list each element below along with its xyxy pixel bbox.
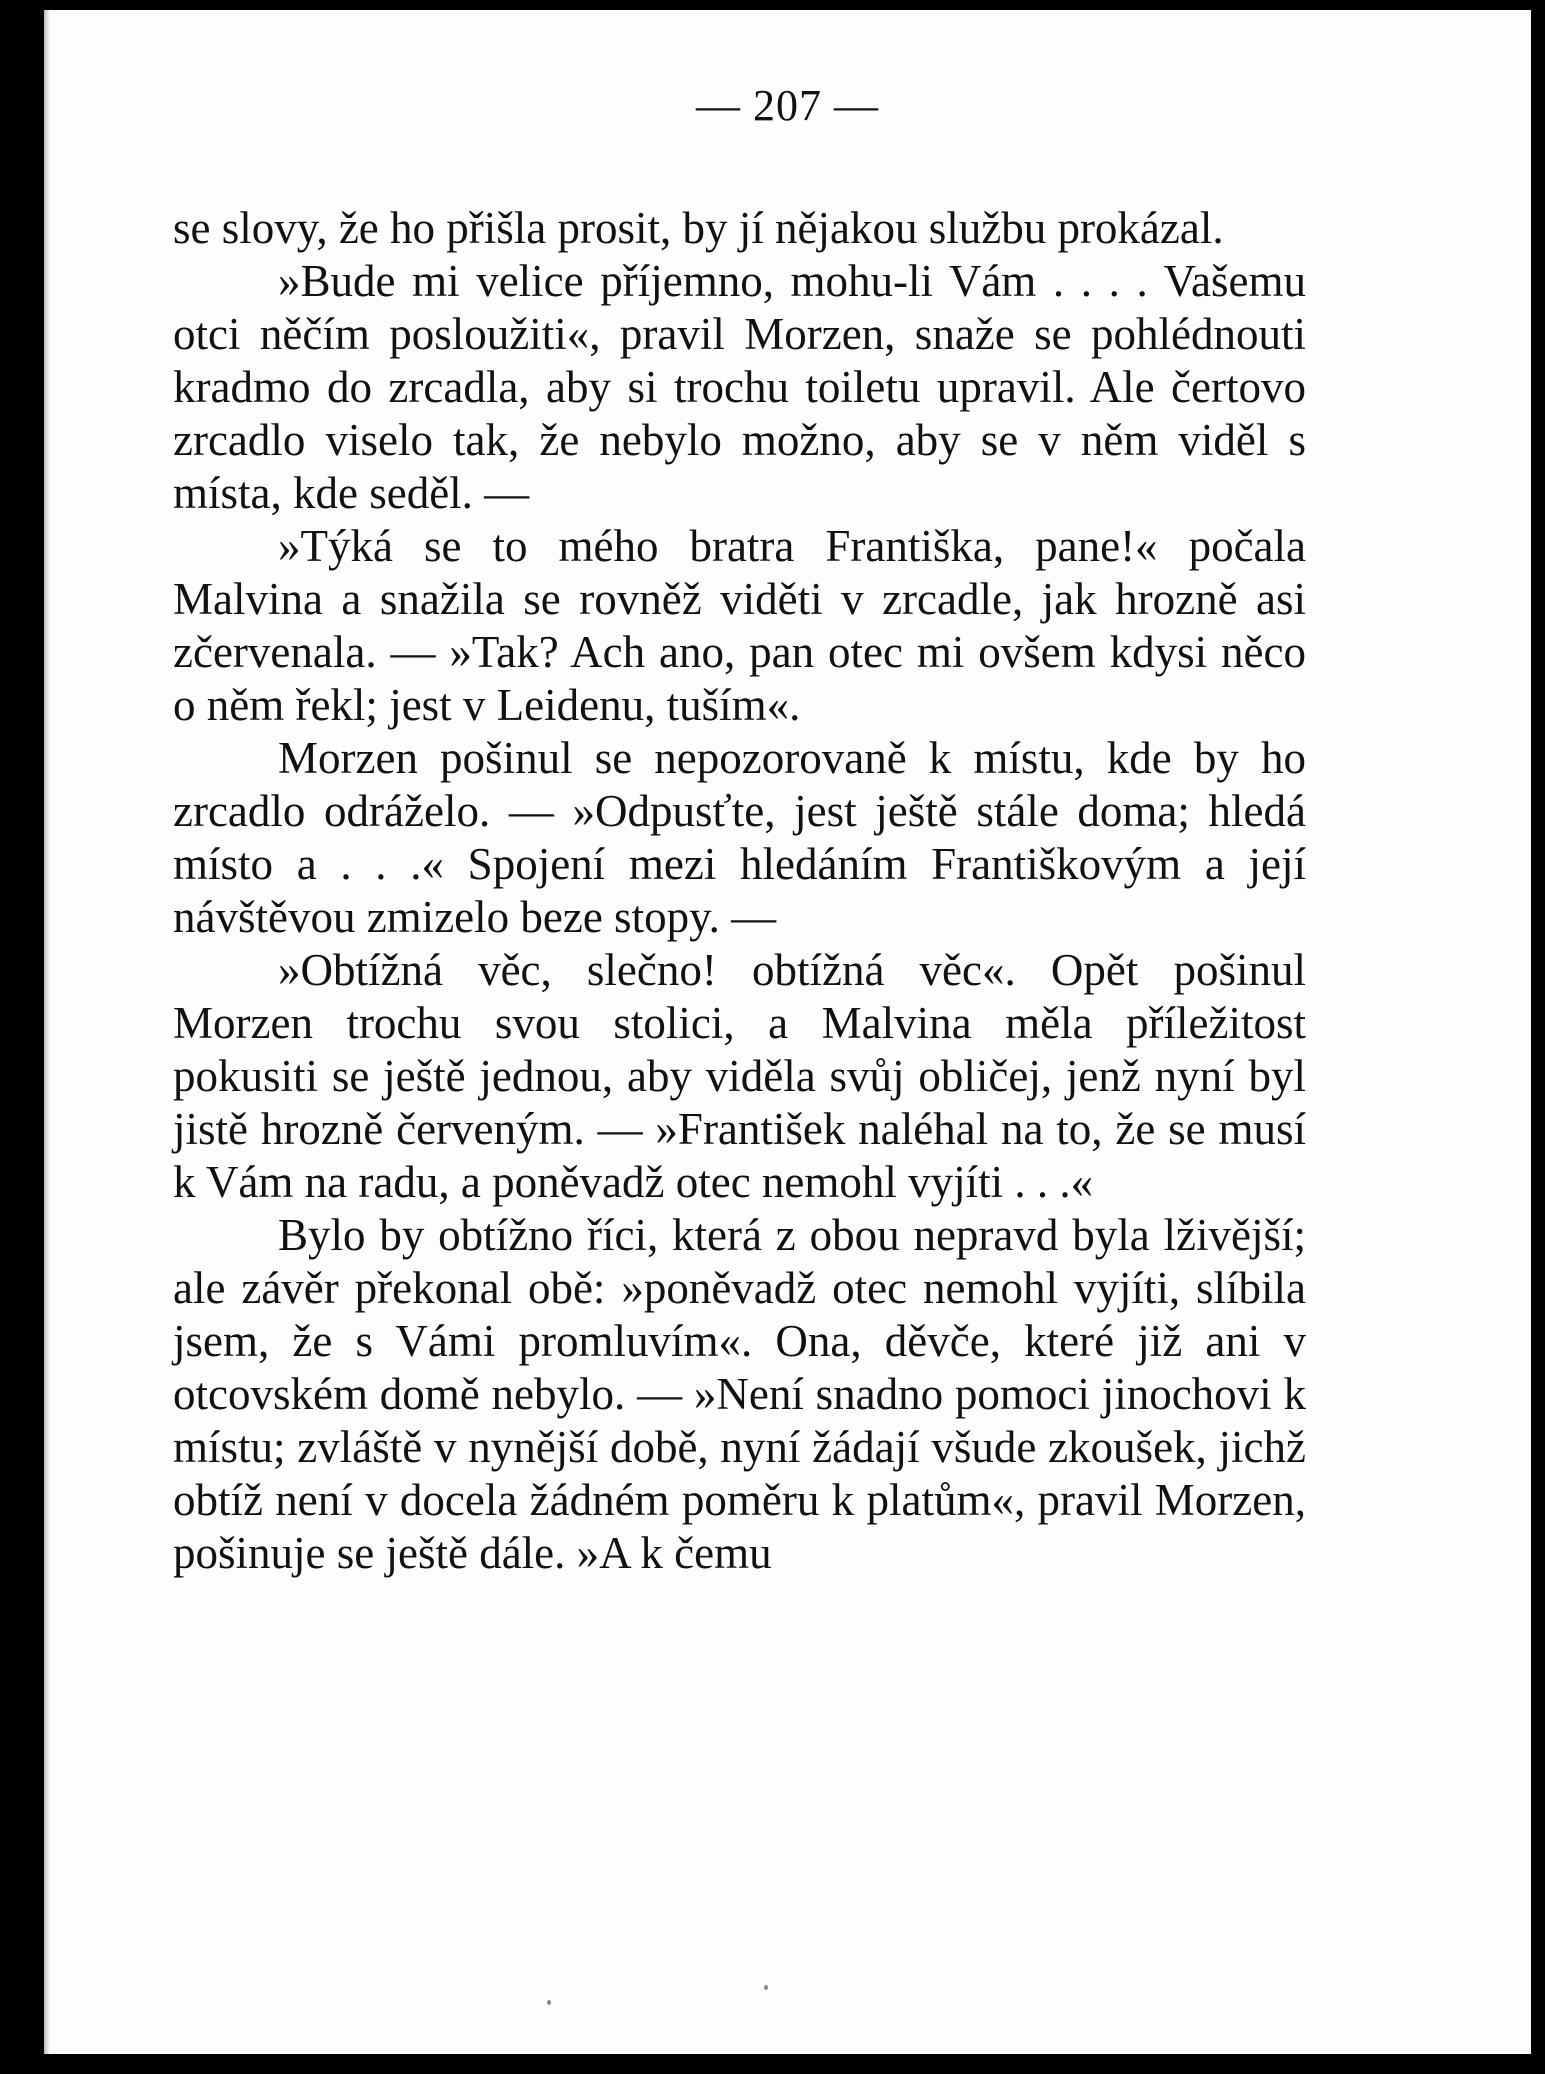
paragraph-4: Morzen pošinul se nepozorovaně k místu, kde by ho zrcadlo odráželo. — »Odpusťte, jest ještě stále doma; hledá místo a . . .« Spojení mezi hledáním Františkovým a její návštěvou zmizelo beze stopy. — bbox=[173, 733, 1306, 942]
paragraph-6: Bylo by obtížno říci, která z obou nepravd byla lživější; ale závěr překonal obě: »poněvadž otec nemohl vyjíti, slíbila jsem, že s Vámi promluvím«. Ona, děvče, které již ani v otcovském domě nebylo. — »Není snadno pomoci jinochovi k místu; zvláště v nynější době, nyní žádají všude zkoušek, jichž obtíž není v docela žádném poměru k platům«, pravil Morzen, pošinuje se ještě dále. »A k čemu bbox=[173, 1210, 1306, 1578]
paragraph-5: »Obtížná věc, slečno! obtížná věc«. Opět pošinul Morzen trochu svou stolici, a Malvina měla příležitost pokusiti se ještě jednou, aby viděla svůj obličej, jenž nyní byl jistě hrozně červeným. — »František naléhal na to, že se musí k Vám na radu, a poněvadž otec nemohl vyjíti . . .« bbox=[173, 945, 1306, 1207]
paragraph-2: »Bude mi velice příjemno, mohu-li Vám . . . . Vašemu otci něčím posloužiti«, pravil Morzen, snaže se pohlédnouti kradmo do zrcadla, aby si trochu toiletu upravil. Ale čertovo zrcadlo viselo tak, že nebylo možno, aby se v něm viděl s místa, kde seděl. — bbox=[173, 256, 1306, 518]
ink-speck bbox=[547, 2000, 551, 2005]
paragraph-3: »Týká se to mého bratra Františka, pane!« počala Malvina a snažila se rovněž viděti v zrcadle, jak hrozně asi zčervenala. — »Tak? Ach ano, pan otec mi ovšem kdysi něco o něm řekl; jest v Leidenu, tuším«. bbox=[173, 521, 1306, 730]
page-number-header: — 207 — bbox=[696, 81, 879, 130]
ink-speck bbox=[764, 1985, 768, 1990]
book-page bbox=[44, 10, 1531, 2054]
page-edge-shadow bbox=[44, 10, 50, 2054]
body-text bbox=[173, 202, 1306, 1580]
paragraph-1: se slovy, že ho přišla prosit, by jí nějakou službu prokázal. bbox=[173, 203, 1224, 253]
